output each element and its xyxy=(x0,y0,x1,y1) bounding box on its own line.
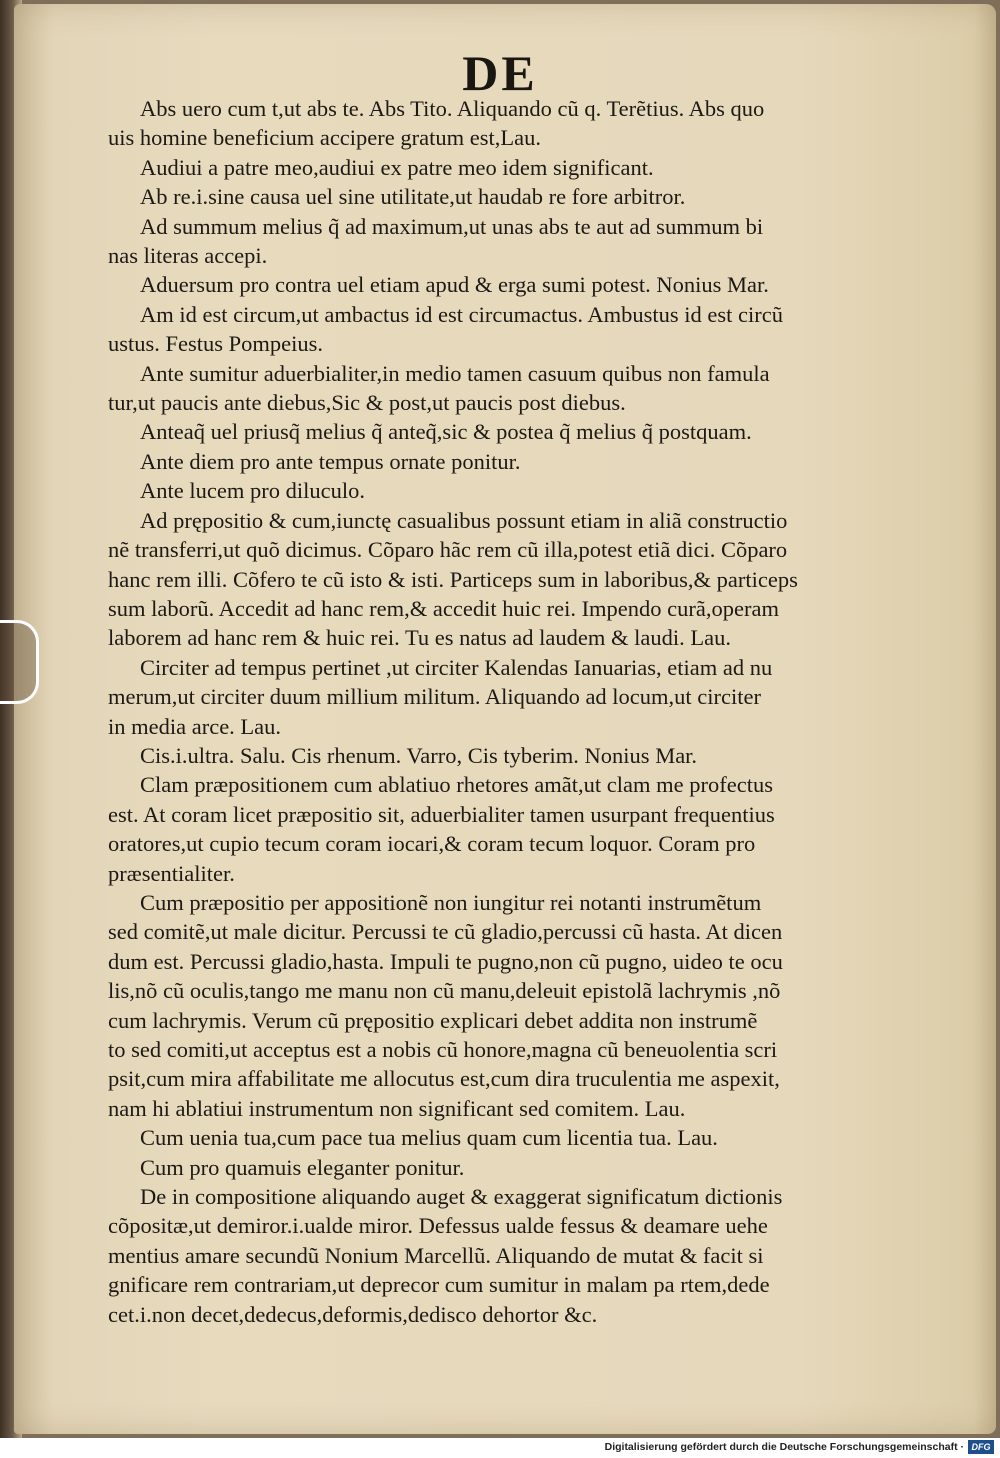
text-line: merum,ut circiter duum millium militum. Aliquando ad locum,ut circiter xyxy=(108,684,761,710)
text-line: Circiter ad tempus pertinet ,ut circiter Kalendas Ianuarias, etiam ad nu xyxy=(140,654,773,680)
text-line: lis,nõ cũ oculis,tango me manu non cũ manu,deleuit epistolã lachrymis ,nõ xyxy=(108,978,781,1004)
text-paragraph xyxy=(108,300,908,359)
text-line: Ad prępositio & cum,iunctę casualibus possunt etiam in aliã constructio xyxy=(140,507,788,533)
text-paragraph xyxy=(108,506,908,653)
footer-credit-text: Digitalisierung gefördert durch die Deutsche Forschungsgemeinschaft · xyxy=(604,1441,964,1453)
text-paragraph xyxy=(108,270,908,299)
text-paragraph xyxy=(108,741,908,770)
text-paragraph xyxy=(108,359,908,418)
text-line: to sed comiti,ut acceptus est a nobis cũ honore,magna cũ beneuolentia scri xyxy=(108,1037,778,1062)
text-line: laborem ad hanc rem & huic rei. Tu es natus ad laudem & laudi. Lau. xyxy=(108,625,731,651)
text-line: tur,ut paucis ante diebus,Sic & post,ut paucis post diebus. xyxy=(108,390,626,416)
text-line: nas literas accepi. xyxy=(108,243,268,269)
text-line: cõpositæ,ut demiror.i.ualde miror. Defessus ualde fessus & deamare uehe xyxy=(108,1213,768,1239)
text-line: Cis.i.ultra. Salu. Cis rhenum. Varro, Cis tyberim. Nonius Mar. xyxy=(140,742,698,768)
text-line: oratores,ut cupio tecum coram iocari,& coram tecum loquor. Coram pro xyxy=(108,831,756,857)
page-text-block xyxy=(108,94,908,1329)
text-line: mentius amare secundũ Nonium Marcellũ. Aliquando de mutat & facit si xyxy=(108,1242,764,1268)
text-line: Cum præpositio per appositionẽ non iungitur rei notanti instrumẽtum xyxy=(140,889,762,915)
text-line: Ab re.i.sine causa uel sine utilitate,ut haudab re fore arbitror. xyxy=(140,184,686,210)
text-line: sum laborũ. Accedit ad hanc rem,& accedit huic rei. Impendo curã,operam xyxy=(108,595,779,621)
text-line: De in compositione aliquando auget & exaggerat significatum dictionis xyxy=(140,1184,783,1210)
text-line: Audiui a patre meo,audiui ex patre meo idem significant. xyxy=(140,154,654,180)
text-paragraph xyxy=(108,417,908,446)
text-line: Ad summum melius q̃ ad maximum,ut unas abs te aut ad summum bi xyxy=(140,213,764,239)
text-paragraph xyxy=(108,1153,908,1182)
footer-bar xyxy=(0,1438,1000,1458)
dfg-logo-icon: DFG xyxy=(968,1440,994,1454)
text-line: Am id est circum,ut ambactus id est circumactus. Ambustus id est circũ xyxy=(140,301,783,327)
text-line: hanc rem illi. Cõfero te cũ isto & isti. Particeps sum in laboribus,& particeps xyxy=(108,566,798,592)
text-line: sed comitẽ,ut male dicitur. Percussi te cũ gladio,percussi cũ hasta. At dicen xyxy=(108,919,783,945)
text-line: Ante sumitur aduerbialiter,in medio tamen casuum quibus non famula xyxy=(140,360,770,386)
text-line: Ante lucem pro diluculo. xyxy=(140,478,365,504)
book-clasp xyxy=(0,620,39,704)
text-paragraph xyxy=(108,153,908,182)
text-line: Cum uenia tua,cum pace tua melius quam cum licentia tua. Lau. xyxy=(140,1125,718,1151)
text-line: in media arce. Lau. xyxy=(108,713,282,739)
text-paragraph xyxy=(108,212,908,271)
text-paragraph xyxy=(108,476,908,505)
text-line: Abs uero cum t,ut abs te. Abs Tito. Aliquando cũ q. Terẽtius. Abs quo xyxy=(140,96,765,121)
text-paragraph xyxy=(108,1123,908,1152)
text-line: ustus. Festus Pompeius. xyxy=(108,331,324,357)
text-line: Clam præpositionem cum ablatiuo rhetores amãt,ut clam me profectus xyxy=(140,772,773,798)
text-line: psit,cum mira affabilitate me allocutus est,cum dira truculentia me aspexit, xyxy=(108,1066,780,1092)
text-paragraph xyxy=(108,182,908,211)
text-line: gnificare rem contrariam,ut deprecor cum sumitur in malam pa rtem,dede xyxy=(108,1272,770,1298)
text-line: uis homine beneficium accipere gratum est,Lau. xyxy=(108,125,541,151)
text-line: Cum pro quamuis eleganter ponitur. xyxy=(140,1154,465,1180)
text-line: dum est. Percussi gladio,hasta. Impuli te pugno,non cũ pugno, uideo te ocu xyxy=(108,948,783,974)
text-line: Anteaq̃ uel priusq̃ melius q̃ anteq̃,sic & postea q̃ melius q̃ postquam. xyxy=(140,419,752,445)
text-line: Ante diem pro ante tempus ornate ponitur. xyxy=(140,448,521,474)
text-paragraph xyxy=(108,94,908,153)
text-line: præsentialiter. xyxy=(108,860,235,886)
text-line: nam hi ablatiui instrumentum non significant sed comitem. Lau. xyxy=(108,1095,686,1121)
text-paragraph xyxy=(108,1182,908,1329)
page-heading: DE xyxy=(462,45,538,101)
text-line: nẽ transferri,ut quõ dicimus. Cõparo hãc rem cũ illa,potest etiã dici. Cõparo xyxy=(108,537,788,563)
text-paragraph xyxy=(108,888,908,1123)
text-line: cum lachrymis. Verum cũ prępositio explicari debet addita non instrumẽ xyxy=(108,1007,758,1033)
text-paragraph xyxy=(108,653,908,741)
text-line: cet.i.non decet,dedecus,deformis,dedisco dehortor &c. xyxy=(108,1301,598,1327)
text-paragraph xyxy=(108,447,908,476)
text-line: est. At coram licet præpositio sit, aduerbialiter tamen usurpant frequentius xyxy=(108,801,775,827)
text-line: Aduersum pro contra uel etiam apud & erga sumi potest. Nonius Mar. xyxy=(140,272,769,298)
text-paragraph xyxy=(108,770,908,888)
